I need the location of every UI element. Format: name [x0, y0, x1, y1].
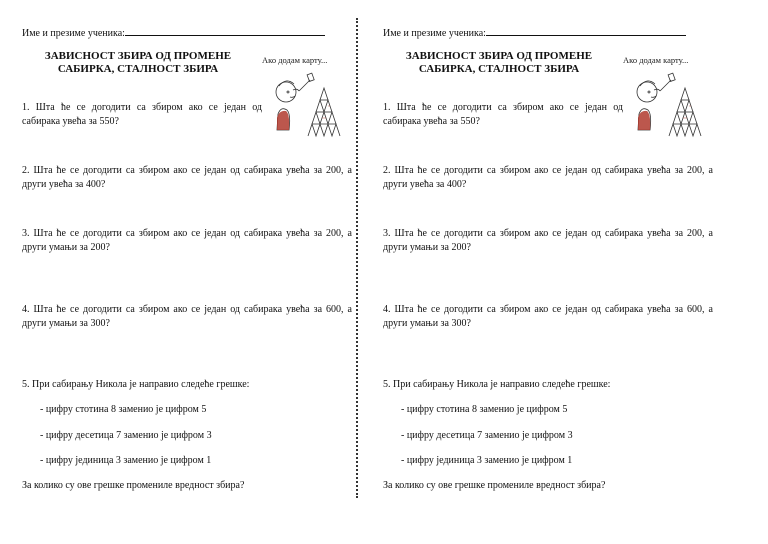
question-4: 4. Шта ће се догодити са збиром ако се један од сабирака увећа за 600, а други умањи за 300?	[383, 304, 713, 329]
error-item-hundreds: - цифру стотина 8 заменио је цифром 5	[401, 404, 568, 415]
question-4: 4. Шта ће се догодити са збиром ако се један од сабирака увећа за 600, а други умањи за 300?	[22, 304, 352, 329]
question-5: 5. При сабирању Никола је направио следеће грешке:	[383, 379, 611, 390]
error-item-units: - цифру јединица 3 заменио је цифром 1	[40, 455, 212, 466]
question-3: 3. Шта ће се догодити са збиром ако се један од сабирака увећа за 200, а други умањи за 200?	[22, 228, 352, 253]
question-5: 5. При сабирању Никола је направио следеће грешке:	[22, 379, 250, 390]
title-line-1: ЗАВИСНОСТ ЗБИРА ОД ПРОМЕНЕ	[405, 50, 593, 62]
illustration-caption: Ако додам карту...	[623, 55, 689, 65]
name-underline	[125, 26, 325, 36]
illustration-caption: Ако додам карту...	[262, 55, 328, 65]
question-2: 2. Шта ће се догодити са збиром ако се један од сабирака увећа за 200, а други увећа за 400?	[22, 165, 352, 190]
name-underline	[486, 26, 686, 36]
title-line-2: САБИРКА, СТАЛНОСТ ЗБИРА	[57, 63, 219, 75]
closing-question: За колико су ове грешке промениле вредност збира?	[22, 480, 245, 491]
question-3: 3. Шта ће се догодити са збиром ако се један од сабирака увећа за 200, а други умањи за 200?	[383, 228, 713, 253]
student-name-field[interactable]	[22, 26, 325, 39]
worksheet-left	[22, 0, 362, 544]
title-line-1: ЗАВИСНОСТ ЗБИРА ОД ПРОМЕНЕ	[44, 50, 232, 62]
student-name-field[interactable]	[383, 26, 686, 39]
worksheet-title	[22, 50, 254, 76]
worksheet-right	[383, 0, 723, 544]
error-item-units: - цифру јединица 3 заменио је цифром 1	[401, 455, 573, 466]
question-2: 2. Шта ће се догодити са збиром ако се један од сабирака увећа за 200, а други увећа за 400?	[383, 165, 713, 190]
question-1: 1. Шта ће се догодити са збиром ако се један од сабирака увећа за 550?	[22, 102, 262, 127]
boy-building-card-house-illustration	[627, 66, 707, 140]
error-item-hundreds: - цифру стотина 8 заменио је цифром 5	[40, 404, 207, 415]
student-name-label: Име и презиме ученика:	[383, 28, 486, 39]
student-name-label: Име и презиме ученика:	[22, 28, 125, 39]
question-1: 1. Шта ће се догодити са збиром ако се један од сабирака увећа за 550?	[383, 102, 623, 127]
boy-building-card-house-illustration	[266, 66, 346, 140]
title-line-2: САБИРКА, СТАЛНОСТ ЗБИРА	[418, 63, 580, 75]
worksheet-title	[383, 50, 615, 76]
error-item-tens: - цифру десетица 7 заменио је цифром 3	[40, 430, 212, 441]
closing-question: За колико су ове грешке промениле вредност збира?	[383, 480, 606, 491]
error-item-tens: - цифру десетица 7 заменио је цифром 3	[401, 430, 573, 441]
